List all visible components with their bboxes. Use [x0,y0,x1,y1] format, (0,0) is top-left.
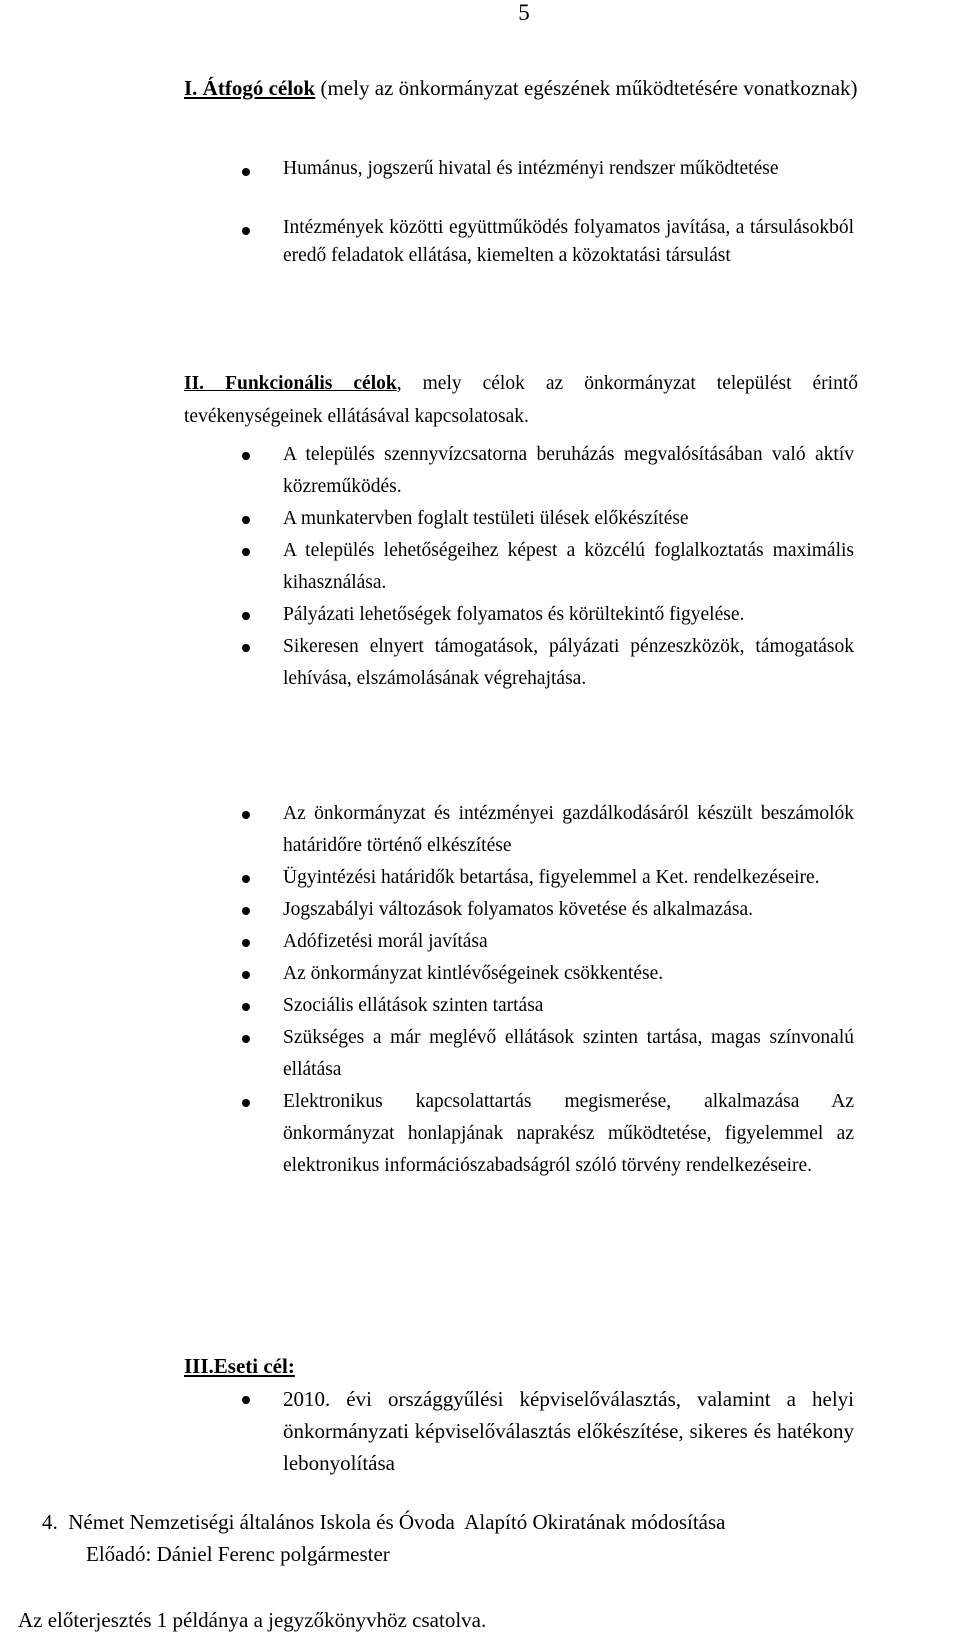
list-item: A település lehetőségeihez képest a közcélú foglalkoztatás maximális kihasználása. [283,535,854,599]
list-item: Ügyintézési határidők betartása, figyelemmel a Ket. rendelkezéseire. [283,862,854,894]
section-2-list-a [283,439,854,695]
section-1-title: I. Átfogó célok [184,76,316,100]
list-item: Az önkormányzat és intézményei gazdálkodásáról készült beszámolók határidőre történő elkészítése [283,798,854,862]
section-1-list [283,155,854,270]
agenda-item-presenter: Előadó: Dániel Ferenc polgármester [86,1542,390,1566]
list-item: Szociális ellátások szinten tartása [283,990,854,1022]
agenda-item [42,1506,960,1538]
list-item: Elektronikus kapcsolattartás megismerése, alkalmazása Az önkormányzat honlapjának naprakész működtetése, figyelemmel az elektronikus információszabadságról szóló törvény rendelkezéseire. [283,1086,854,1182]
list-item: A munkatervben foglalt testületi ülések előkészítése [283,503,854,535]
section-1-title-description: (mely az önkormányzat egészének működtetésére vonatkoznak) [315,76,858,100]
section-2-title: II. Funkcionális célok [184,373,397,394]
section-3-list [283,1383,854,1479]
list-item: Sikeresen elnyert támogatások, pályázati pénzeszközök, támogatások lehívása, elszámolásának végrehajtása. [283,631,854,695]
list-item: 2010. évi országgyűlési képviselőválasztás, valamint a helyi önkormányzati képviselőválasztás előkészítése, sikeres és hatékony lebonyolítása [283,1383,854,1479]
list-item: Pályázati lehetőségek folyamatos és körültekintő figyelése. [283,599,854,631]
footer-note: Az előterjesztés 1 példánya a jegyzőkönyvhöz csatolva. [18,1608,487,1632]
list-item: Jogszabályi változások folyamatos követése és alkalmazása. [283,894,854,926]
agenda-item-title: Német Nemzetiségi általános Iskola és Óvoda Alapító Okiratának módosítása [68,1510,726,1534]
page-number: 5 [518,0,530,25]
list-item: Intézmények közötti együttműködés folyamatos javítása, a társulásokból eredő feladatok ellátása, kiemelten a közoktatási társulást [283,214,854,270]
section-3-heading: III.Eseti cél: [184,1354,295,1378]
agenda-item-number: 4. [42,1510,58,1534]
section-2-heading [184,367,858,433]
list-item: Adófizetési morál javítása [283,926,854,958]
section-1-heading [184,72,858,104]
list-item: A település szennyvízcsatorna beruházás megvalósításában való aktív közreműködés. [283,439,854,503]
section-2-title-description: , mely célok az önkormányzat települést érintő tevékenységeinek ellátásával kapcsolatosak. [184,373,859,427]
section-2-list-b [283,798,854,1182]
list-item: Az önkormányzat kintlévőségeinek csökkentése. [283,958,854,990]
list-item: Szükséges a már meglévő ellátások szinten tartása, magas színvonalú ellátása [283,1022,854,1086]
list-item: Humánus, jogszerű hivatal és intézményi rendszer működtetése [283,155,854,183]
